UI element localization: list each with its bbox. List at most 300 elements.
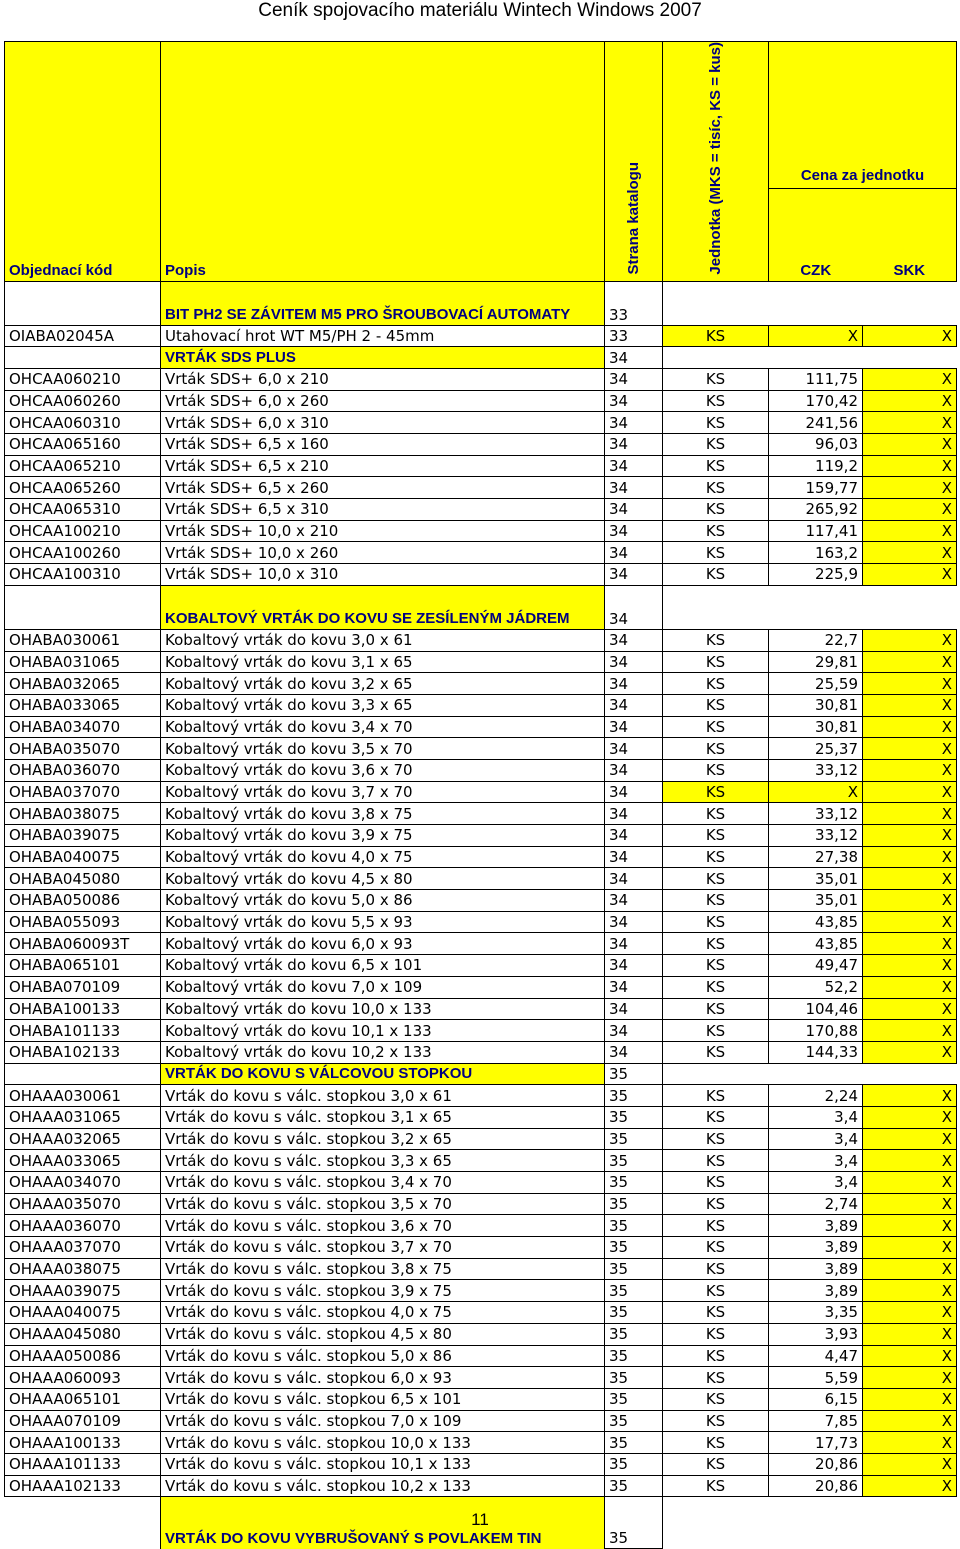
empty-cell bbox=[863, 347, 957, 369]
unit-cell: KS bbox=[663, 803, 769, 825]
page-cell: 35 bbox=[605, 1172, 663, 1194]
table-row bbox=[5, 955, 957, 977]
table-header-row bbox=[5, 42, 957, 282]
czk-price-cell: 4,47 bbox=[769, 1345, 863, 1367]
desc-cell: Vrták do kovu s válc. stopkou 10,2 x 133 bbox=[161, 1475, 605, 1497]
czk-price-cell: 33,12 bbox=[769, 759, 863, 781]
code-cell: OHABA070109 bbox=[5, 976, 161, 998]
desc-cell: Kobaltový vrták do kovu 6,0 x 93 bbox=[161, 933, 605, 955]
table-row bbox=[5, 738, 957, 760]
code-cell: OHABA045080 bbox=[5, 868, 161, 890]
unit-cell: KS bbox=[663, 1345, 769, 1367]
czk-price-cell: 22,7 bbox=[769, 629, 863, 651]
skk-price-cell: X bbox=[863, 455, 957, 477]
section-page: 33 bbox=[605, 281, 663, 325]
skk-price-cell: X bbox=[863, 434, 957, 456]
desc-cell: Vrták SDS+ 6,5 x 210 bbox=[161, 455, 605, 477]
czk-price-cell: 25,59 bbox=[769, 673, 863, 695]
table-row bbox=[5, 1215, 957, 1237]
unit-cell: KS bbox=[663, 933, 769, 955]
code-cell: OHABA039075 bbox=[5, 825, 161, 847]
price-group-label: Cena za jednotku bbox=[769, 164, 956, 189]
code-cell: OHAAA032065 bbox=[5, 1128, 161, 1150]
desc-cell: Vrták do kovu s válc. stopkou 4,0 x 75 bbox=[161, 1302, 605, 1324]
desc-cell: Vrták do kovu s válc. stopkou 7,0 x 109 bbox=[161, 1410, 605, 1432]
skk-price-cell: X bbox=[863, 1475, 957, 1497]
page-cell: 34 bbox=[605, 390, 663, 412]
table-row bbox=[5, 1237, 957, 1259]
code-cell: OHCAA060260 bbox=[5, 390, 161, 412]
col-header-page: Strana katalogu bbox=[605, 42, 663, 282]
unit-cell: KS bbox=[663, 1453, 769, 1475]
czk-price-cell: X bbox=[769, 325, 863, 347]
table-row bbox=[5, 434, 957, 456]
empty-cell bbox=[769, 1063, 863, 1085]
code-cell: OHAAA030061 bbox=[5, 1085, 161, 1107]
code-cell: OHCAA100260 bbox=[5, 542, 161, 564]
page-cell: 34 bbox=[605, 564, 663, 586]
page-cell: 35 bbox=[605, 1128, 663, 1150]
czk-price-cell: 33,12 bbox=[769, 825, 863, 847]
table-row bbox=[5, 390, 957, 412]
page-cell: 34 bbox=[605, 759, 663, 781]
page-cell: 35 bbox=[605, 1280, 663, 1302]
unit-cell: KS bbox=[663, 673, 769, 695]
page-cell: 35 bbox=[605, 1237, 663, 1259]
price-table bbox=[4, 41, 957, 1549]
unit-cell: KS bbox=[663, 1172, 769, 1194]
table-row bbox=[5, 1302, 957, 1324]
unit-cell: KS bbox=[663, 434, 769, 456]
section-title: VRTÁK SDS PLUS bbox=[161, 347, 605, 369]
skk-price-cell: X bbox=[863, 499, 957, 521]
table-row bbox=[5, 1453, 957, 1475]
unit-cell: KS bbox=[663, 1193, 769, 1215]
code-cell: OHAAA037070 bbox=[5, 1237, 161, 1259]
page-cell: 34 bbox=[605, 673, 663, 695]
skk-price-cell: X bbox=[863, 1367, 957, 1389]
skk-price-cell: X bbox=[863, 477, 957, 499]
desc-cell: Kobaltový vrták do kovu 3,3 x 65 bbox=[161, 694, 605, 716]
unit-cell: KS bbox=[663, 455, 769, 477]
desc-cell: Kobaltový vrták do kovu 4,5 x 80 bbox=[161, 868, 605, 890]
page-cell: 35 bbox=[605, 1193, 663, 1215]
skk-price-cell: X bbox=[863, 412, 957, 434]
table-row bbox=[5, 368, 957, 390]
table-row bbox=[5, 520, 957, 542]
czk-price-cell: 3,89 bbox=[769, 1258, 863, 1280]
czk-price-cell: 20,86 bbox=[769, 1453, 863, 1475]
unit-cell: KS bbox=[663, 1258, 769, 1280]
page-title: Ceník spojovacího materiálu Wintech Windows 2007 bbox=[258, 0, 702, 21]
table-row bbox=[5, 1280, 957, 1302]
code-cell: OHABA100133 bbox=[5, 998, 161, 1020]
desc-cell: Vrták SDS+ 6,0 x 210 bbox=[161, 368, 605, 390]
table-row bbox=[5, 325, 957, 347]
unit-cell: KS bbox=[663, 1388, 769, 1410]
table-row bbox=[5, 629, 957, 651]
skk-price-cell: X bbox=[863, 542, 957, 564]
table-row bbox=[5, 412, 957, 434]
skk-price-cell: X bbox=[863, 1453, 957, 1475]
skk-price-cell: X bbox=[863, 1085, 957, 1107]
desc-cell: Kobaltový vrták do kovu 7,0 x 109 bbox=[161, 976, 605, 998]
desc-cell: Kobaltový vrták do kovu 10,2 x 133 bbox=[161, 1041, 605, 1063]
desc-cell: Vrták do kovu s válc. stopkou 3,3 x 65 bbox=[161, 1150, 605, 1172]
skk-price-cell: X bbox=[863, 651, 957, 673]
code-cell: OHAAA101133 bbox=[5, 1453, 161, 1475]
unit-cell: KS bbox=[663, 1020, 769, 1042]
code-cell: OHABA036070 bbox=[5, 759, 161, 781]
page-cell: 35 bbox=[605, 1453, 663, 1475]
unit-cell: KS bbox=[663, 846, 769, 868]
table-row bbox=[5, 911, 957, 933]
skk-price-cell: X bbox=[863, 890, 957, 912]
czk-price-cell: 241,56 bbox=[769, 412, 863, 434]
page-cell: 34 bbox=[605, 716, 663, 738]
page-cell: 34 bbox=[605, 803, 663, 825]
table-row bbox=[5, 759, 957, 781]
table-row bbox=[5, 1432, 957, 1454]
skk-price-cell: X bbox=[863, 1410, 957, 1432]
code-cell: OHABA065101 bbox=[5, 955, 161, 977]
empty-cell bbox=[863, 281, 957, 325]
empty-cell bbox=[769, 585, 863, 629]
czk-price-cell: 30,81 bbox=[769, 694, 863, 716]
czk-price-cell: 3,89 bbox=[769, 1237, 863, 1259]
czk-price-cell: 111,75 bbox=[769, 368, 863, 390]
desc-cell: Kobaltový vrták do kovu 3,6 x 70 bbox=[161, 759, 605, 781]
unit-cell: KS bbox=[663, 1432, 769, 1454]
page-cell: 35 bbox=[605, 1432, 663, 1454]
col-header-price bbox=[769, 42, 957, 282]
empty-cell bbox=[663, 1063, 769, 1085]
table-row bbox=[5, 651, 957, 673]
unit-cell: KS bbox=[663, 716, 769, 738]
desc-cell: Kobaltový vrták do kovu 5,0 x 86 bbox=[161, 890, 605, 912]
table-row bbox=[5, 1020, 957, 1042]
unit-cell: KS bbox=[663, 694, 769, 716]
table-row bbox=[5, 1258, 957, 1280]
code-cell: OHAAA050086 bbox=[5, 1345, 161, 1367]
czk-price-cell: 27,38 bbox=[769, 846, 863, 868]
czk-price-cell: 35,01 bbox=[769, 868, 863, 890]
czk-price-cell: 144,33 bbox=[769, 1041, 863, 1063]
page-cell: 35 bbox=[605, 1345, 663, 1367]
desc-cell: Kobaltový vrták do kovu 3,0 x 61 bbox=[161, 629, 605, 651]
desc-cell: Vrták SDS+ 10,0 x 260 bbox=[161, 542, 605, 564]
table-row bbox=[5, 890, 957, 912]
table-row bbox=[5, 673, 957, 695]
code-cell: OHABA050086 bbox=[5, 890, 161, 912]
table-row bbox=[5, 564, 957, 586]
section-code-cell bbox=[5, 585, 161, 629]
desc-cell: Vrták do kovu s válc. stopkou 6,0 x 93 bbox=[161, 1367, 605, 1389]
skk-price-cell: X bbox=[863, 716, 957, 738]
czk-price-cell: 3,93 bbox=[769, 1323, 863, 1345]
czk-price-cell: 3,4 bbox=[769, 1172, 863, 1194]
table-row bbox=[5, 1172, 957, 1194]
unit-cell: KS bbox=[663, 564, 769, 586]
desc-cell: Vrták SDS+ 6,5 x 310 bbox=[161, 499, 605, 521]
czk-price-cell: 170,88 bbox=[769, 1020, 863, 1042]
col-header-unit: Jednotka (MKS = tisíc, KS = kus) bbox=[663, 42, 769, 282]
table-row bbox=[5, 998, 957, 1020]
czk-price-cell: 2,24 bbox=[769, 1085, 863, 1107]
desc-cell: Vrták SDS+ 10,0 x 210 bbox=[161, 520, 605, 542]
code-cell: OHABA032065 bbox=[5, 673, 161, 695]
czk-price-cell: 43,85 bbox=[769, 911, 863, 933]
czk-price-cell: 225,9 bbox=[769, 564, 863, 586]
page-cell: 34 bbox=[605, 846, 663, 868]
code-cell: OHABA038075 bbox=[5, 803, 161, 825]
table-row bbox=[5, 1085, 957, 1107]
section-row bbox=[5, 347, 957, 369]
czk-price-cell: 33,12 bbox=[769, 803, 863, 825]
page-cell: 34 bbox=[605, 520, 663, 542]
page-cell: 34 bbox=[605, 868, 663, 890]
code-cell: OHAAA045080 bbox=[5, 1323, 161, 1345]
skk-price-cell: X bbox=[863, 325, 957, 347]
table-row bbox=[5, 477, 957, 499]
page-cell: 35 bbox=[605, 1106, 663, 1128]
czk-price-cell: 2,74 bbox=[769, 1193, 863, 1215]
desc-cell: Kobaltový vrták do kovu 10,0 x 133 bbox=[161, 998, 605, 1020]
page-cell: 34 bbox=[605, 499, 663, 521]
empty-cell bbox=[863, 585, 957, 629]
code-cell: OHAAA060093 bbox=[5, 1367, 161, 1389]
code-cell: OHCAA065210 bbox=[5, 455, 161, 477]
section-row bbox=[5, 281, 957, 325]
code-cell: OHABA102133 bbox=[5, 1041, 161, 1063]
czk-price-cell: 49,47 bbox=[769, 955, 863, 977]
skk-price-cell: X bbox=[863, 998, 957, 1020]
unit-cell: KS bbox=[663, 911, 769, 933]
code-cell: OHABA040075 bbox=[5, 846, 161, 868]
skk-price-cell: X bbox=[863, 1388, 957, 1410]
page-cell: 35 bbox=[605, 1388, 663, 1410]
skk-price-cell: X bbox=[863, 911, 957, 933]
czk-price-cell: 30,81 bbox=[769, 716, 863, 738]
skk-price-cell: X bbox=[863, 1432, 957, 1454]
unit-cell: KS bbox=[663, 477, 769, 499]
empty-cell bbox=[863, 1063, 957, 1085]
czk-price-cell: 6,15 bbox=[769, 1388, 863, 1410]
unit-cell: KS bbox=[663, 825, 769, 847]
page-cell: 35 bbox=[605, 1323, 663, 1345]
code-cell: OHCAA100310 bbox=[5, 564, 161, 586]
section-page: 34 bbox=[605, 347, 663, 369]
empty-cell bbox=[663, 281, 769, 325]
code-cell: OHCAA065310 bbox=[5, 499, 161, 521]
skk-price-cell: X bbox=[863, 1106, 957, 1128]
skk-price-cell: X bbox=[863, 1280, 957, 1302]
table-row bbox=[5, 803, 957, 825]
skk-price-cell: X bbox=[863, 933, 957, 955]
col-header-code: Objednací kód bbox=[5, 42, 161, 282]
desc-cell: Vrták do kovu s válc. stopkou 10,1 x 133 bbox=[161, 1453, 605, 1475]
table-row bbox=[5, 716, 957, 738]
code-cell: OHAAA070109 bbox=[5, 1410, 161, 1432]
page-cell: 34 bbox=[605, 455, 663, 477]
code-cell: OHABA101133 bbox=[5, 1020, 161, 1042]
unit-cell: KS bbox=[663, 1150, 769, 1172]
unit-cell: KS bbox=[663, 781, 769, 803]
table-row bbox=[5, 1388, 957, 1410]
unit-cell: KS bbox=[663, 955, 769, 977]
page-cell: 34 bbox=[605, 911, 663, 933]
czk-price-cell: 20,86 bbox=[769, 1475, 863, 1497]
code-cell: OHAAA100133 bbox=[5, 1432, 161, 1454]
table-row bbox=[5, 1367, 957, 1389]
desc-cell: Vrták SDS+ 10,0 x 310 bbox=[161, 564, 605, 586]
page-cell: 34 bbox=[605, 542, 663, 564]
skk-price-cell: X bbox=[863, 1193, 957, 1215]
desc-cell: Kobaltový vrták do kovu 5,5 x 93 bbox=[161, 911, 605, 933]
unit-cell: KS bbox=[663, 759, 769, 781]
page-number: 11 bbox=[471, 1510, 489, 1529]
desc-cell: Vrták do kovu s válc. stopkou 3,9 x 75 bbox=[161, 1280, 605, 1302]
unit-cell: KS bbox=[663, 1237, 769, 1259]
table-row bbox=[5, 846, 957, 868]
desc-cell: Kobaltový vrták do kovu 3,9 x 75 bbox=[161, 825, 605, 847]
unit-cell: KS bbox=[663, 998, 769, 1020]
czk-price-cell: 159,77 bbox=[769, 477, 863, 499]
czk-price-cell: 104,46 bbox=[769, 998, 863, 1020]
table-row bbox=[5, 1193, 957, 1215]
page-cell: 35 bbox=[605, 1410, 663, 1432]
section-title: BIT PH2 SE ZÁVITEM M5 PRO ŠROUBOVACÍ AUTOMATY bbox=[161, 281, 605, 325]
unit-cell: KS bbox=[663, 1085, 769, 1107]
czk-price-cell: 3,4 bbox=[769, 1106, 863, 1128]
code-cell: OHCAA060310 bbox=[5, 412, 161, 434]
col-header-czk: CZK bbox=[800, 261, 832, 279]
page-cell: 35 bbox=[605, 1302, 663, 1324]
code-cell: OHAAA065101 bbox=[5, 1388, 161, 1410]
code-cell: OHABA055093 bbox=[5, 911, 161, 933]
desc-cell: Vrták do kovu s válc. stopkou 3,5 x 70 bbox=[161, 1193, 605, 1215]
code-cell: OHAAA038075 bbox=[5, 1258, 161, 1280]
czk-price-cell: X bbox=[769, 781, 863, 803]
desc-cell: Vrták do kovu s válc. stopkou 3,2 x 65 bbox=[161, 1128, 605, 1150]
skk-price-cell: X bbox=[863, 1302, 957, 1324]
page-cell: 34 bbox=[605, 412, 663, 434]
skk-price-cell: X bbox=[863, 1345, 957, 1367]
desc-cell: Kobaltový vrták do kovu 3,8 x 75 bbox=[161, 803, 605, 825]
page-cell: 33 bbox=[605, 325, 663, 347]
code-cell: OHAAA102133 bbox=[5, 1475, 161, 1497]
code-cell: OHABA060093T bbox=[5, 933, 161, 955]
desc-cell: Vrták do kovu s válc. stopkou 3,4 x 70 bbox=[161, 1172, 605, 1194]
skk-price-cell: X bbox=[863, 1041, 957, 1063]
desc-cell: Kobaltový vrták do kovu 3,4 x 70 bbox=[161, 716, 605, 738]
czk-price-cell: 265,92 bbox=[769, 499, 863, 521]
czk-price-cell: 25,37 bbox=[769, 738, 863, 760]
page-cell: 34 bbox=[605, 651, 663, 673]
page-cell: 35 bbox=[605, 1085, 663, 1107]
skk-price-cell: X bbox=[863, 1258, 957, 1280]
page-cell: 34 bbox=[605, 477, 663, 499]
code-cell: OHABA034070 bbox=[5, 716, 161, 738]
unit-cell: KS bbox=[663, 738, 769, 760]
skk-price-cell: X bbox=[863, 1128, 957, 1150]
czk-price-cell: 96,03 bbox=[769, 434, 863, 456]
desc-cell: Vrták do kovu s válc. stopkou 3,1 x 65 bbox=[161, 1106, 605, 1128]
code-cell: OHAAA034070 bbox=[5, 1172, 161, 1194]
skk-price-cell: X bbox=[863, 781, 957, 803]
czk-price-cell: 163,2 bbox=[769, 542, 863, 564]
unit-cell: KS bbox=[663, 1128, 769, 1150]
skk-price-cell: X bbox=[863, 564, 957, 586]
czk-price-cell: 3,4 bbox=[769, 1128, 863, 1150]
skk-price-cell: X bbox=[863, 846, 957, 868]
page-cell: 34 bbox=[605, 976, 663, 998]
unit-cell: KS bbox=[663, 651, 769, 673]
skk-price-cell: X bbox=[863, 955, 957, 977]
table-row bbox=[5, 933, 957, 955]
czk-price-cell: 52,2 bbox=[769, 976, 863, 998]
section-title: VRTÁK DO KOVU S VÁLCOVOU STOPKOU bbox=[161, 1063, 605, 1085]
skk-price-cell: X bbox=[863, 1020, 957, 1042]
page-cell: 35 bbox=[605, 1258, 663, 1280]
unit-cell: KS bbox=[663, 412, 769, 434]
desc-cell: Vrták do kovu s válc. stopkou 10,0 x 133 bbox=[161, 1432, 605, 1454]
skk-price-cell: X bbox=[863, 1172, 957, 1194]
unit-cell: KS bbox=[663, 629, 769, 651]
code-cell: OHAAA040075 bbox=[5, 1302, 161, 1324]
desc-cell: Utahovací hrot WT M5/PH 2 - 45mm bbox=[161, 325, 605, 347]
table-row bbox=[5, 1323, 957, 1345]
table-row bbox=[5, 1410, 957, 1432]
empty-cell bbox=[663, 347, 769, 369]
czk-price-cell: 117,41 bbox=[769, 520, 863, 542]
table-row bbox=[5, 1345, 957, 1367]
table-row bbox=[5, 694, 957, 716]
czk-price-cell: 3,35 bbox=[769, 1302, 863, 1324]
page-cell: 35 bbox=[605, 1475, 663, 1497]
desc-cell: Vrták do kovu s válc. stopkou 3,8 x 75 bbox=[161, 1258, 605, 1280]
unit-cell: KS bbox=[663, 1410, 769, 1432]
table-row bbox=[5, 868, 957, 890]
code-cell: OHCAA065260 bbox=[5, 477, 161, 499]
desc-cell: Vrták SDS+ 6,5 x 260 bbox=[161, 477, 605, 499]
desc-cell: Vrták do kovu s válc. stopkou 6,5 x 101 bbox=[161, 1388, 605, 1410]
page-cell: 34 bbox=[605, 1041, 663, 1063]
unit-cell: KS bbox=[663, 368, 769, 390]
page-cell: 34 bbox=[605, 890, 663, 912]
page-cell: 34 bbox=[605, 825, 663, 847]
skk-price-cell: X bbox=[863, 390, 957, 412]
desc-cell: Vrták SDS+ 6,0 x 310 bbox=[161, 412, 605, 434]
skk-price-cell: X bbox=[863, 1215, 957, 1237]
unit-cell: KS bbox=[663, 1475, 769, 1497]
table-row bbox=[5, 1475, 957, 1497]
czk-price-cell: 43,85 bbox=[769, 933, 863, 955]
section-code-cell bbox=[5, 347, 161, 369]
skk-price-cell: X bbox=[863, 825, 957, 847]
section-title: VRTÁK DO KOVU VYBRUŠOVANÝ S POVLAKEM TIN bbox=[161, 1497, 605, 1549]
unit-cell: KS bbox=[663, 1280, 769, 1302]
czk-price-cell: 35,01 bbox=[769, 890, 863, 912]
empty-cell bbox=[769, 347, 863, 369]
col-header-skk: SKK bbox=[893, 261, 926, 279]
skk-price-cell: X bbox=[863, 1323, 957, 1345]
page-cell: 34 bbox=[605, 1020, 663, 1042]
skk-price-cell: X bbox=[863, 673, 957, 695]
desc-cell: Vrták SDS+ 6,0 x 260 bbox=[161, 390, 605, 412]
desc-cell: Vrták do kovu s válc. stopkou 4,5 x 80 bbox=[161, 1323, 605, 1345]
skk-price-cell: X bbox=[863, 694, 957, 716]
